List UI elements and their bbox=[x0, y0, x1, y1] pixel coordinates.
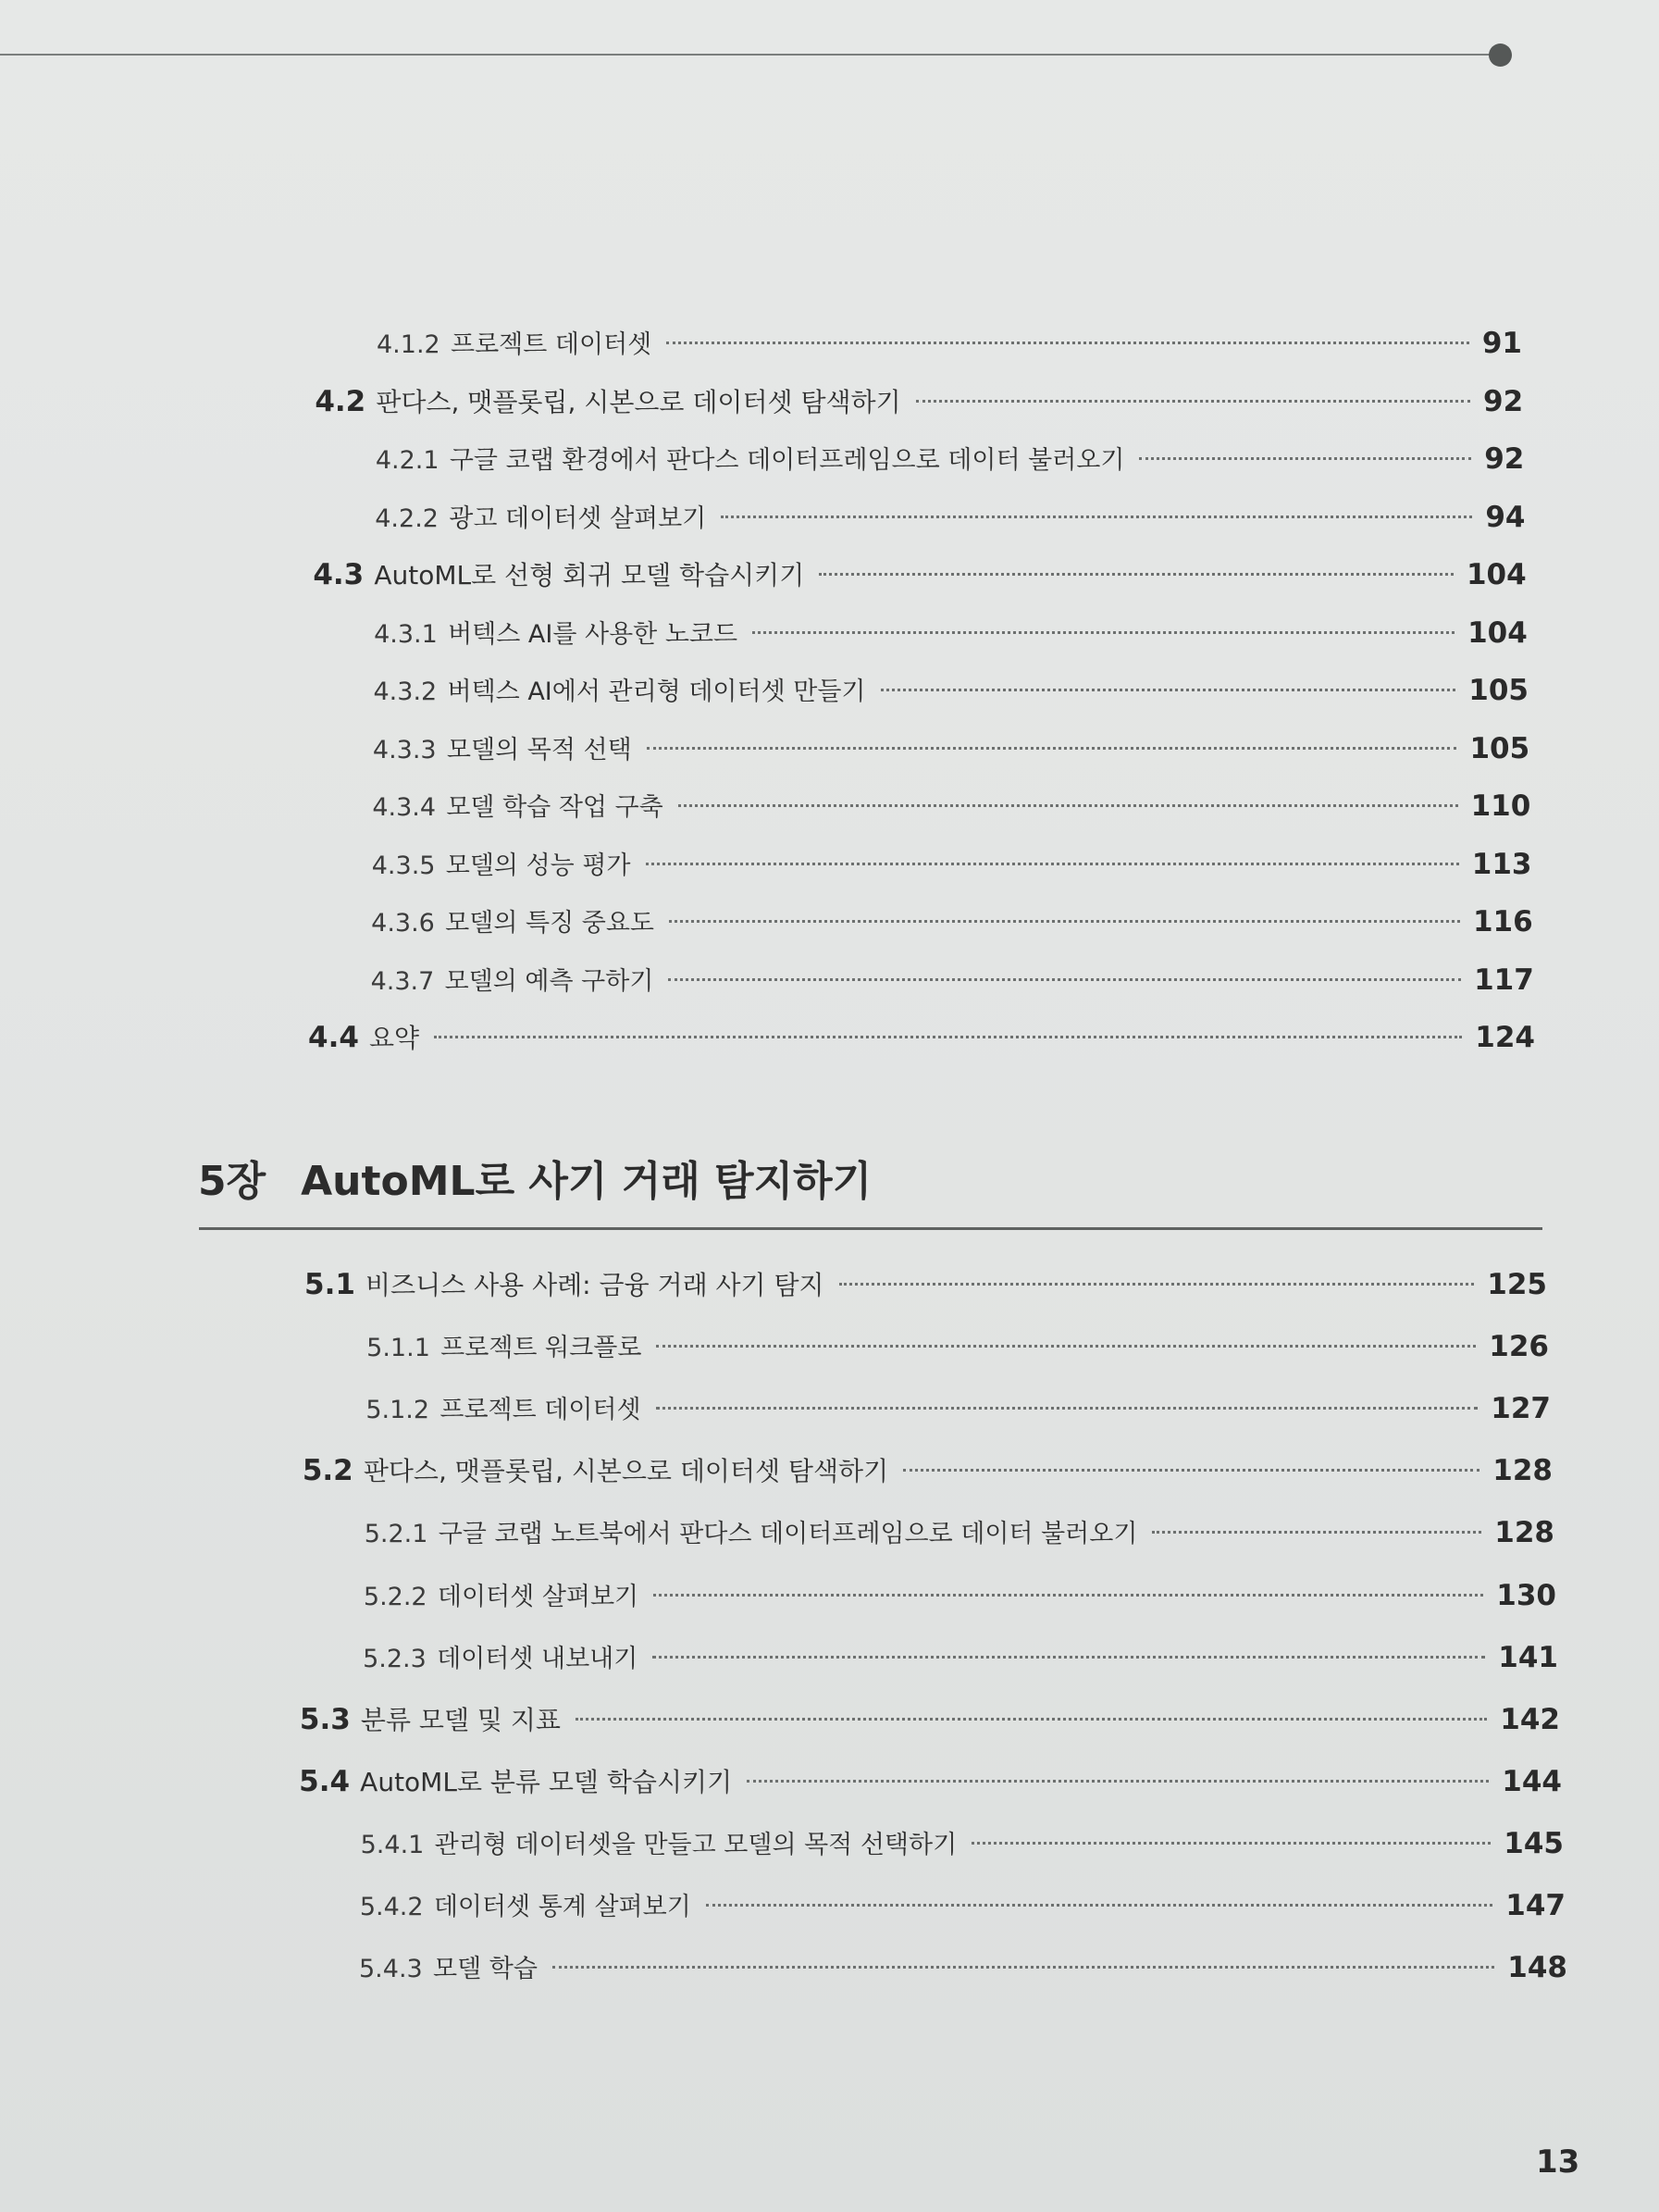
chapter-number: 5장 bbox=[198, 1158, 266, 1205]
toc-entry-number: 4.3.4 bbox=[372, 793, 437, 822]
toc-entry-page: 126 bbox=[1489, 1330, 1549, 1364]
toc-entry-number: 4.3.7 bbox=[370, 966, 435, 996]
toc-entry-number: 4.3.1 bbox=[374, 619, 438, 649]
toc-entry-title: AutoML로 분류 모델 학습시키기 bbox=[360, 1766, 733, 1797]
toc-entry bbox=[365, 1389, 1551, 1425]
dot-leader bbox=[706, 1904, 1492, 1907]
toc-entry-number: 5.4.3 bbox=[359, 1955, 423, 1984]
toc-entry bbox=[315, 382, 1523, 419]
toc-entry bbox=[364, 1576, 1556, 1612]
dot-leader bbox=[839, 1283, 1475, 1286]
toc-entry bbox=[376, 440, 1525, 476]
toc-entry-number: 5.4 bbox=[299, 1764, 351, 1798]
dot-leader bbox=[1152, 1531, 1481, 1534]
header-dot bbox=[1489, 43, 1512, 67]
toc-entry-number: 5.4.1 bbox=[360, 1830, 425, 1859]
toc-entry-title: 프로젝트 워크플로 bbox=[440, 1334, 642, 1363]
toc-entry-number: 5.2 bbox=[302, 1454, 353, 1488]
dot-leader bbox=[666, 342, 1469, 344]
dot-leader bbox=[552, 1966, 1494, 1969]
toc-entry-number: 5.3 bbox=[299, 1702, 351, 1736]
toc-entry-title: 데이터셋 내보내기 bbox=[437, 1644, 638, 1673]
dot-leader bbox=[653, 1594, 1483, 1597]
toc-entry-title: 분류 모델 및 지표 bbox=[360, 1704, 561, 1735]
header-rule bbox=[0, 54, 1499, 56]
toc-entry-title: 관리형 데이터셋을 만들고 모델의 목적 선택하기 bbox=[434, 1830, 958, 1859]
toc-entry bbox=[363, 1638, 1558, 1674]
toc-entry bbox=[371, 961, 1534, 997]
toc-entry bbox=[303, 1451, 1553, 1488]
toc-entry-page: 92 bbox=[1484, 442, 1525, 476]
toc-entry-number: 5.2.3 bbox=[363, 1644, 427, 1673]
toc-entry-page: 113 bbox=[1471, 847, 1532, 881]
dot-leader bbox=[721, 516, 1472, 518]
toc-entry-page: 116 bbox=[1472, 905, 1533, 938]
toc-entry-page: 105 bbox=[1468, 674, 1529, 707]
toc-entry-number: 4.3.5 bbox=[371, 851, 436, 880]
toc-entry-title: 모델의 특징 중요도 bbox=[445, 909, 654, 938]
toc-entry-number: 5.1.1 bbox=[366, 1334, 430, 1363]
dot-leader bbox=[916, 400, 1470, 403]
dot-leader bbox=[576, 1718, 1487, 1721]
toc-entry-number: 4.3.3 bbox=[372, 735, 437, 764]
toc-entry-number: 5.2.1 bbox=[364, 1520, 428, 1549]
toc-entry bbox=[359, 1948, 1567, 1984]
toc-entry-title: AutoML로 선형 회귀 모델 학습시키기 bbox=[374, 560, 805, 590]
toc-entry-page: 125 bbox=[1487, 1268, 1547, 1301]
toc-entry-number: 4.4 bbox=[308, 1021, 359, 1054]
toc-entry bbox=[374, 614, 1528, 650]
toc-entry-page: 145 bbox=[1504, 1826, 1564, 1860]
toc-entry bbox=[299, 1762, 1562, 1799]
toc-entry-page: 128 bbox=[1494, 1516, 1554, 1550]
toc-entry-title: 모델 학습 bbox=[433, 1955, 538, 1984]
toc-entry-number: 5.1.2 bbox=[365, 1396, 430, 1425]
toc-entry-page: 104 bbox=[1466, 558, 1527, 591]
toc-entry bbox=[300, 1700, 1560, 1737]
toc-entry-number: 5.4.2 bbox=[359, 1893, 424, 1921]
toc-entry-number: 4.3.2 bbox=[373, 677, 438, 706]
toc-entry bbox=[372, 845, 1532, 881]
toc-entry-number: 4.2 bbox=[315, 384, 366, 418]
toc-entry bbox=[365, 1513, 1554, 1549]
toc-entry-page: 148 bbox=[1507, 1951, 1567, 1985]
toc-entry-title: 구글 코랩 노트북에서 판다스 데이터프레임으로 데이터 불러오기 bbox=[438, 1520, 1138, 1549]
dot-leader bbox=[747, 1780, 1489, 1783]
chapter-title: AutoML로 사기 거래 탐지하기 bbox=[301, 1158, 873, 1205]
toc-entry bbox=[308, 1018, 1535, 1055]
dot-leader bbox=[669, 920, 1460, 923]
dot-leader bbox=[678, 804, 1458, 807]
page-number: 13 bbox=[1536, 2144, 1580, 2181]
toc-entry bbox=[313, 555, 1526, 592]
dot-leader bbox=[819, 573, 1454, 576]
chapter-heading bbox=[198, 1148, 872, 1207]
toc-entry-page: 144 bbox=[1502, 1764, 1562, 1798]
toc-entry bbox=[374, 671, 1529, 707]
toc-entry bbox=[372, 787, 1530, 823]
toc-entry bbox=[366, 1327, 1549, 1363]
toc-entry-title: 프로젝트 데이터셋 bbox=[451, 330, 652, 359]
toc-entry-page: 142 bbox=[1500, 1702, 1560, 1736]
toc-entry-page: 110 bbox=[1470, 789, 1531, 823]
toc-entry bbox=[361, 1824, 1564, 1860]
toc-entry-page: 94 bbox=[1485, 500, 1526, 534]
dot-leader bbox=[752, 631, 1455, 634]
toc-entry-title: 구글 코랩 환경에서 판다스 데이터프레임으로 데이터 불러오기 bbox=[449, 446, 1125, 475]
dot-leader bbox=[656, 1407, 1479, 1410]
toc-entry-title: 모델 학습 작업 구축 bbox=[446, 793, 663, 822]
toc-entry-page: 128 bbox=[1492, 1454, 1553, 1488]
toc-entry-number: 4.1.2 bbox=[377, 330, 440, 359]
toc-entry-number: 5.1 bbox=[304, 1268, 355, 1301]
toc-entry-title: 광고 데이터셋 살펴보기 bbox=[449, 503, 707, 533]
toc-entry-page: 91 bbox=[1481, 327, 1522, 360]
dot-leader bbox=[881, 689, 1456, 691]
toc-entry-number: 5.2.2 bbox=[363, 1582, 427, 1611]
toc-entry-title: 요약 bbox=[369, 1023, 420, 1053]
toc-entry-title: 버텍스 AI를 사용한 노코드 bbox=[448, 619, 738, 649]
toc-entry-title: 비즈니스 사용 사례: 금융 거래 사기 탐지 bbox=[365, 1270, 824, 1300]
toc-entry-title: 프로젝트 데이터셋 bbox=[440, 1396, 641, 1425]
dot-leader bbox=[1139, 457, 1471, 460]
toc-entry-number: 4.2.2 bbox=[375, 503, 439, 533]
toc-entry-page: 127 bbox=[1491, 1392, 1551, 1426]
toc-entry bbox=[360, 1886, 1566, 1922]
toc-entry-number: 4.2.1 bbox=[375, 446, 440, 475]
toc-entry-page: 117 bbox=[1474, 963, 1534, 997]
toc-entry bbox=[304, 1265, 1547, 1302]
toc-entry-title: 모델의 예측 구하기 bbox=[444, 966, 654, 996]
dot-leader bbox=[656, 1345, 1476, 1348]
toc-entry-number: 4.3 bbox=[313, 558, 365, 591]
dot-leader bbox=[646, 863, 1459, 865]
dot-leader bbox=[668, 978, 1461, 981]
toc-entry-title: 판다스, 맷플롯립, 시본으로 데이터셋 탐색하기 bbox=[363, 1456, 889, 1487]
toc-entry-title: 데이터셋 통계 살펴보기 bbox=[433, 1893, 691, 1921]
toc-entry bbox=[371, 902, 1533, 938]
toc-entry-title: 판다스, 맷플롯립, 시본으로 데이터셋 탐색하기 bbox=[376, 386, 901, 417]
dot-leader bbox=[647, 747, 1457, 750]
toc-entry bbox=[377, 324, 1522, 360]
toc-entry-title: 버텍스 AI에서 관리형 데이터셋 만들기 bbox=[447, 677, 866, 706]
toc-entry-title: 모델의 목적 선택 bbox=[446, 735, 632, 764]
chapter-rule bbox=[199, 1227, 1542, 1230]
toc-entry-title: 데이터셋 살펴보기 bbox=[437, 1582, 639, 1611]
toc-entry-title: 모델의 성능 평가 bbox=[445, 851, 631, 880]
toc-entry-page: 124 bbox=[1475, 1021, 1535, 1054]
toc-entry bbox=[373, 729, 1529, 765]
toc-entry-page: 105 bbox=[1469, 731, 1530, 765]
toc-entry-page: 104 bbox=[1467, 615, 1528, 650]
toc-entry-page: 92 bbox=[1483, 384, 1524, 418]
toc-entry bbox=[375, 498, 1525, 534]
dot-leader bbox=[434, 1036, 1462, 1038]
toc-entry-page: 130 bbox=[1496, 1578, 1556, 1612]
toc-entry-page: 147 bbox=[1505, 1889, 1566, 1922]
dot-leader bbox=[972, 1842, 1491, 1845]
dot-leader bbox=[903, 1469, 1479, 1472]
toc-entry-number: 4.3.6 bbox=[371, 909, 435, 938]
dot-leader bbox=[652, 1656, 1485, 1659]
toc-entry-page: 141 bbox=[1498, 1640, 1558, 1674]
